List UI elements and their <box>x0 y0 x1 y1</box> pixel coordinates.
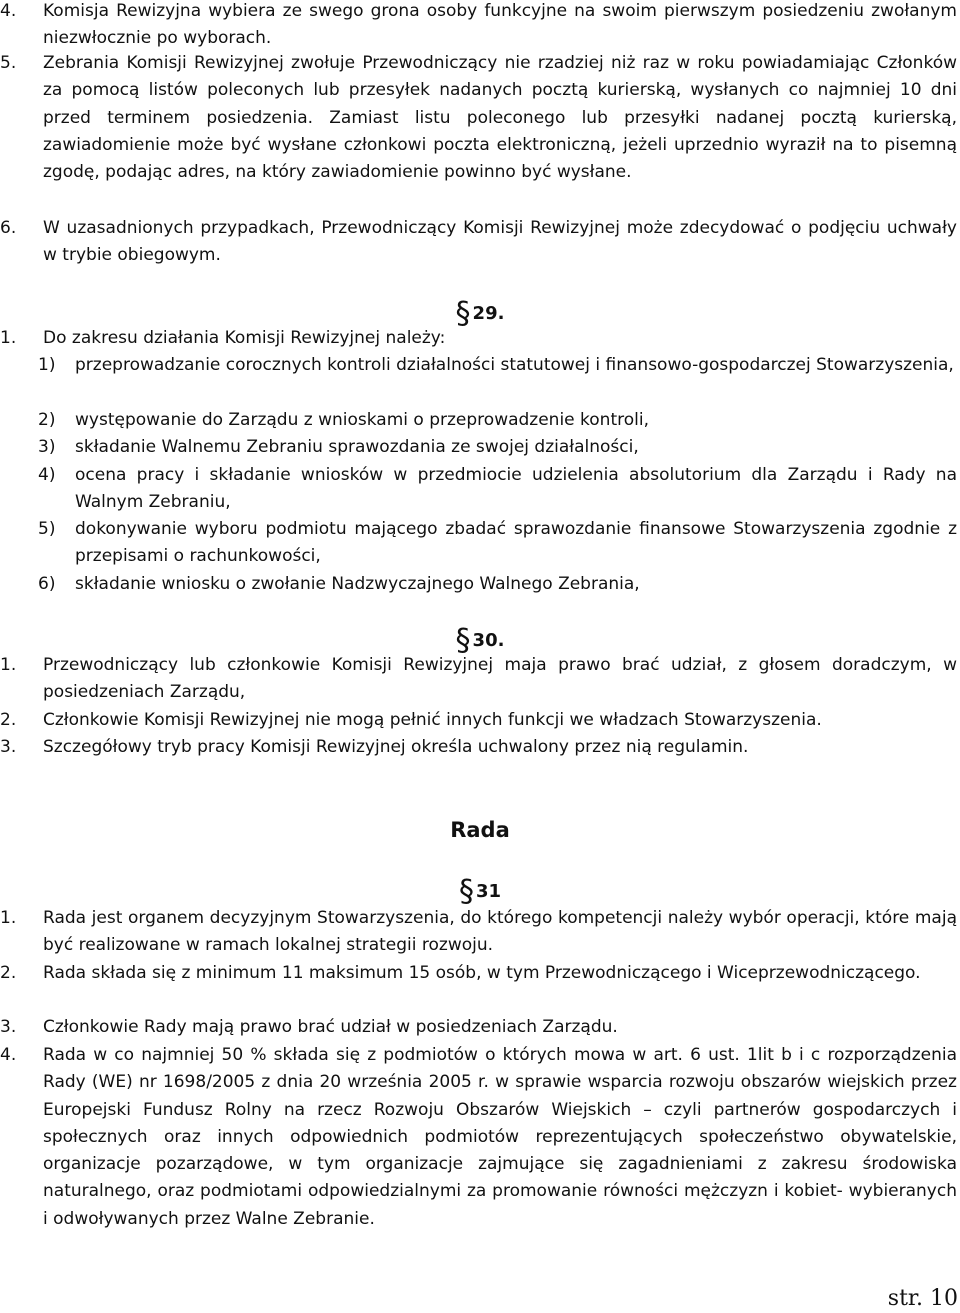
item-number: 1. <box>0 908 17 928</box>
item-number: 4. <box>0 1045 17 1065</box>
section-heading-31 <box>0 874 960 909</box>
section-heading-29 <box>0 296 960 331</box>
item-text: Przewodniczący lub członkowie Komisji Rewizyjnej maja prawo brać udział, z głosem doradczym, w posiedzeniach Zarządu, <box>43 655 957 703</box>
item-number: 5) <box>38 519 56 539</box>
section-number: 31 <box>475 881 502 902</box>
item-text: składanie Walnemu Zebraniu sprawozdania ze swojej działalności, <box>75 437 639 457</box>
section-symbol: § <box>455 623 471 658</box>
item-number: 3) <box>38 437 56 457</box>
item-number: 6) <box>38 574 56 594</box>
chapter-heading: Rada <box>450 818 510 842</box>
item-text: Członkowie Komisji Rewizyjnej nie mogą pełnić innych funkcji we władzach Stowarzyszenia. <box>43 710 822 730</box>
item-text: Rada jest organem decyzyjnym Stowarzyszenia, do którego kompetencji należy wybór operacji, które mają być realizowane w ramach lokalnej strategii rozwoju. <box>43 908 957 956</box>
section-number: 30. <box>472 630 505 651</box>
item-text: Komisja Rewizyjna wybiera ze swego grona osoby funkcyjne na swoim pierwszym posiedzeniu zwołanym niezwłocznie po wyborach. <box>43 1 957 49</box>
item-text: dokonywanie wyboru podmiotu mającego zbadać sprawozdanie finansowe Stowarzyszenia zgodnie z przepisami o rachunkowości, <box>75 519 957 567</box>
item-number: 4. <box>0 1 17 21</box>
section-symbol: § <box>458 874 474 909</box>
item-number: 3. <box>0 737 17 757</box>
item-text: występowanie do Zarządu z wnioskami o przeprowadzenie kontroli, <box>75 410 649 430</box>
item-text: ocena pracy i składanie wniosków w przedmiocie udzielenia absolutorium dla Zarządu i Rady na Walnym Zebraniu, <box>75 465 957 513</box>
item-number: 2. <box>0 963 17 983</box>
item-number: 5. <box>0 53 17 73</box>
item-number: 1. <box>0 655 17 675</box>
item-text: Rada składa się z minimum 11 maksimum 15 osób, w tym Przewodniczącego i Wiceprzewodniczącego. <box>43 963 921 983</box>
item-number: 1) <box>38 355 56 375</box>
item-number: 3. <box>0 1017 17 1037</box>
item-number: 2. <box>0 710 17 730</box>
item-number: 4) <box>38 465 56 485</box>
item-number: 1. <box>0 328 17 348</box>
item-text: przeprowadzanie corocznych kontroli działalności statutowej i finansowo-gospodarczej Stowarzyszenia, <box>75 355 954 375</box>
item-number: 2) <box>38 410 56 430</box>
item-text: Do zakresu działania Komisji Rewizyjnej należy: <box>43 328 446 348</box>
item-number: 6. <box>0 218 17 238</box>
item-text: Zebrania Komisji Rewizyjnej zwołuje Przewodniczący nie rzadziej niż raz w roku powiadamiając Członków za pomocą listów poleconych lub przesyłek nadanych pocztą kurierską, wysłanych co najmniej 10 dni przed terminem posiedzenia. Zamiast listu poleconego lub przesyłki nadanej pocztą kurierską, zawiadomienie może być wysłane członkowi poczta elektroniczną, jeżeli uprzednio wyraził na to pisemną zgodę, podając adres, na który zawiadomienie powinno być wysłane. <box>43 53 957 183</box>
item-text: Rada w co najmniej 50 % składa się z podmiotów o których mowa w art. 6 ust. 1lit b i c rozporządzenia Rady (WE) nr 1698/2005 z dnia 20 września 2005 r. w sprawie wsparcia rozwoju obszarów wiejskich przez Europejski Fundusz Rolny na rzecz Rozwoju Obszarów Wiejskich – czyli partnerów gospodarczych i społecznych oraz innych odpowiednich podmiotów reprezentujących społeczeństwo obywatelskie, organizacje pozarządowe, w tym organizacje zajmujące się zagadnieniami z zakresu środowiska naturalnego, oraz podmiotami odpowiedzialnymi za promowanie równości mężczyzn i kobiet- wybieranych i odwoływanych przez Walne Zebranie. <box>43 1045 957 1229</box>
item-text: składanie wniosku o zwołanie Nadzwyczajnego Walnego Zebrania, <box>75 574 640 594</box>
section-number: 29. <box>472 303 505 324</box>
section-symbol: § <box>455 296 471 331</box>
item-text: W uzasadnionych przypadkach, Przewodniczący Komisji Rewizyjnej może zdecydować o podjęciu uchwały w trybie obiegowym. <box>43 218 957 266</box>
page-number: str. 10 <box>887 1286 958 1311</box>
item-text: Członkowie Rady mają prawo brać udział w posiedzeniach Zarządu. <box>43 1017 618 1037</box>
section-heading-30 <box>0 623 960 658</box>
item-text: Szczegółowy tryb pracy Komisji Rewizyjnej określa uchwalony przez nią regulamin. <box>43 737 749 757</box>
